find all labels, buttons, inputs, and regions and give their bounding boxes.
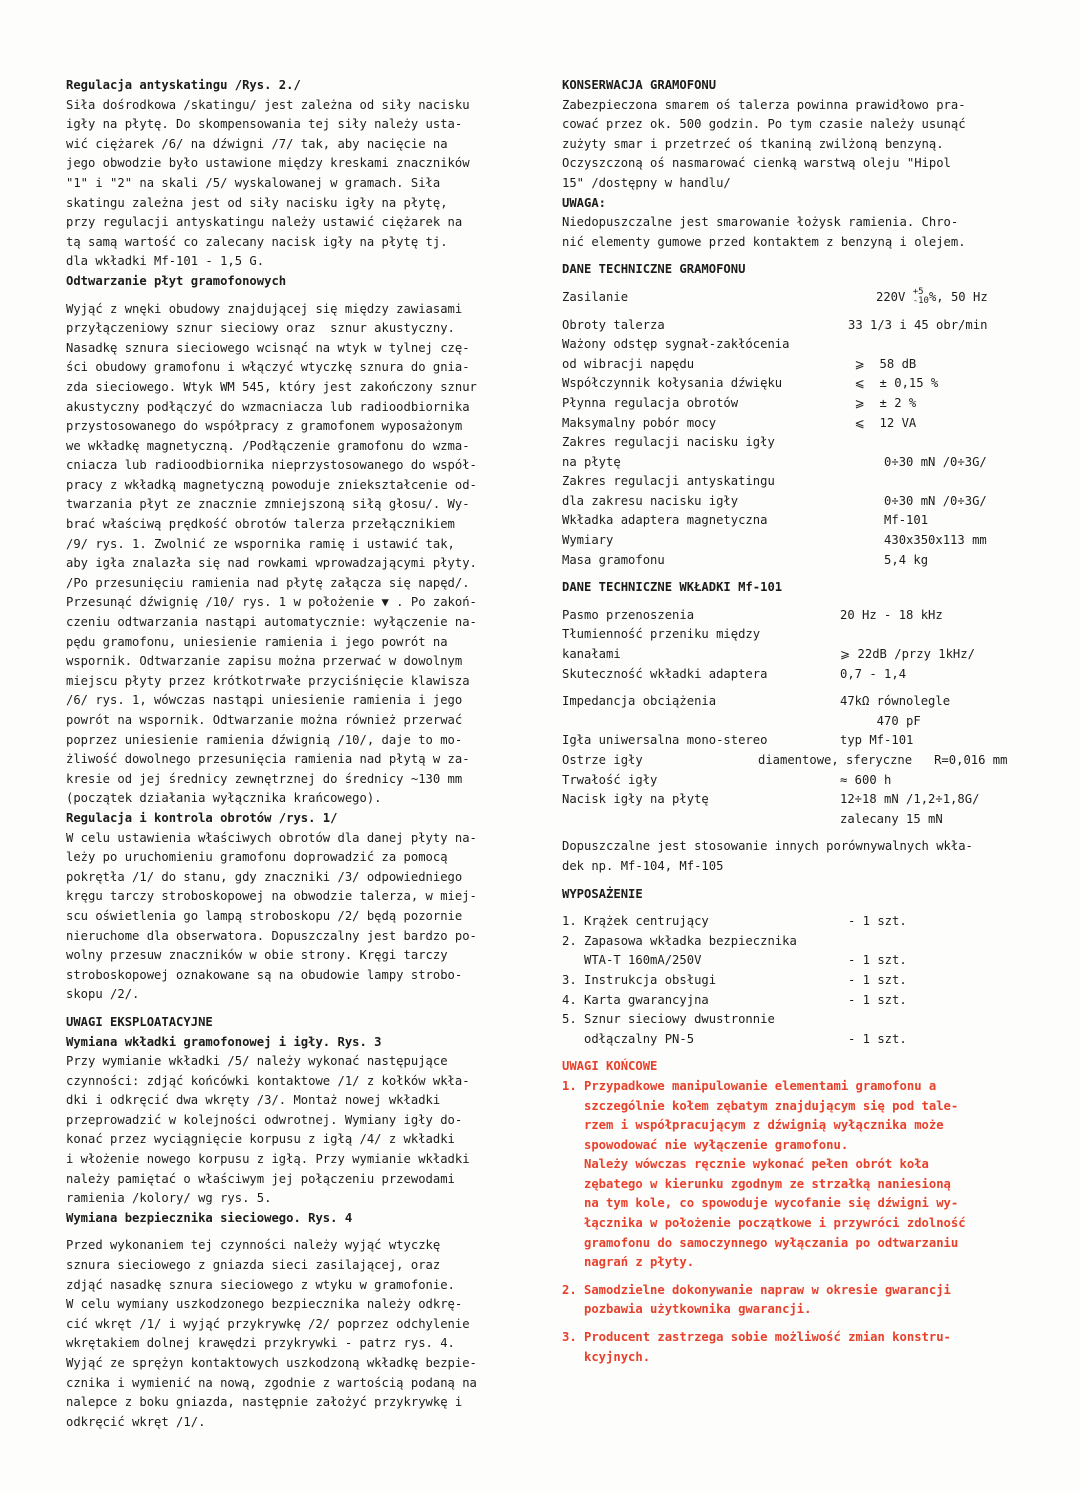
spec-table xyxy=(562,316,1022,571)
text-line: Wyjąć z wnęki obudowy znajdującej się między zawiasami xyxy=(66,301,463,316)
row-label: Maksymalny pobór mocy xyxy=(562,415,717,430)
list-item xyxy=(562,971,1022,991)
text-line: Przed wykonaniem tej czynności należy wyjąć wtyczkę xyxy=(66,1238,441,1253)
final-note-3 xyxy=(562,1328,1022,1367)
text-line: jego obwodzie było ustawione między kreskami znaczników xyxy=(66,156,470,171)
text-line: przystosowanego do współpracy z gramofonem wyposażonym xyxy=(66,419,463,434)
spec-row xyxy=(562,645,1022,665)
text-line: Zabezpieczona smarem oś talerza powinna prawidłowo pra- xyxy=(562,97,966,112)
spec-value xyxy=(840,288,1022,308)
spec-row xyxy=(562,492,1022,512)
text-line: dek np. Mf-104, Mf-105 xyxy=(562,858,724,873)
operation-notes-heading: UWAGI EKSPLOATACYJNE xyxy=(66,1014,213,1029)
text-line: Niedopuszczalne jest smarowanie łożysk ramienia. Chro- xyxy=(562,215,959,230)
row-label: Masa gramofonu xyxy=(562,552,665,567)
text-line: 15" /dostępny w handlu/ xyxy=(562,175,731,190)
text-line: 3. Producent zastrzega sobie możliwość zmian konstru- xyxy=(562,1330,951,1345)
text-line: żliwość dowolnego przesunięcia ramienia nad płytą w za- xyxy=(66,752,470,767)
spec-row xyxy=(562,731,1022,751)
text-line: dla wkładki Mf-101 - 1,5 G. xyxy=(66,254,265,269)
text-line: /6/ rys. 1, wówczas nastąpi uniesienie ramienia i jego xyxy=(66,693,463,708)
spec-row xyxy=(562,531,1022,551)
spec-row xyxy=(562,551,1022,571)
text-line: skatingu zależna jest od siły nacisku igły na płytę, xyxy=(66,195,448,210)
text-line: igły na płytę. Do skompensowania tej siły należy usta- xyxy=(66,117,463,132)
cartridge-replacement-body xyxy=(66,1052,518,1209)
row-value xyxy=(848,1010,1022,1030)
speed-body xyxy=(66,829,518,1005)
text-line: powrót na wspornik. Odtwarzanie można również przerwać xyxy=(66,713,463,727)
row-label xyxy=(562,712,840,732)
row-label: od wibracji napędu xyxy=(562,356,695,371)
row-value: zalecany 15 mN xyxy=(840,811,943,826)
row-value: 33 1/3 i 45 obr/min xyxy=(848,317,988,332)
list-item xyxy=(562,1010,1022,1030)
text-line: gramofonu do samoczynnego wyłączania po odtwarzaniu xyxy=(562,1235,959,1250)
text-line: cniacza lub radioodbiornika nieprzystosowanego do współ- xyxy=(66,458,477,473)
text-line: odkręcić wkręt /1/. xyxy=(66,1414,206,1429)
list-item xyxy=(562,932,1022,952)
row-value: 0,7 - 1,4 xyxy=(840,666,907,681)
text-line: (początek działania wyłącznika krańcowego). xyxy=(66,791,382,806)
spec-row xyxy=(562,355,1022,375)
row-label: Ważony odstęp sygnał-zakłócenia xyxy=(562,337,790,352)
text-line: "1" i "2" na skali /5/ wyskalowanej w gramach. Siła xyxy=(66,175,441,190)
fuse-body xyxy=(66,1236,518,1432)
spec-row xyxy=(562,453,1022,473)
row-value: +5 xyxy=(912,287,924,298)
row-label: 2. Zapasowa wkładka bezpiecznika xyxy=(562,933,797,948)
text-line: Należy wówczas ręcznie wykonać pełen obrót koła xyxy=(562,1157,929,1172)
spec-row xyxy=(562,394,1022,414)
row-label xyxy=(562,810,840,830)
warning-body xyxy=(562,213,1022,252)
text-line: wić ciężarek /6/ na dźwigni /7/ tak, aby nacięcie na xyxy=(66,136,448,151)
text-line: pędu gramofonu, uniesienie ramienia i jego powrót na xyxy=(66,634,448,649)
right-column xyxy=(562,76,1022,1367)
spec-label: Zasilanie xyxy=(562,289,629,304)
maintenance-heading: KONSERWACJA GRAMOFONU xyxy=(562,78,717,92)
text-line: poprzez uniesienie ramienia dźwignią /10/, daje to mo- xyxy=(66,732,463,747)
text-line: Przy wymianie wkładki /5/ należy wykonać następujące xyxy=(66,1054,448,1069)
text-line: /Po przesunięciu ramienia nad płytę załącza się napęd/. xyxy=(66,575,470,590)
text-line: rzem i współpracującym z dźwignią wyłącznika może xyxy=(562,1118,944,1133)
row-label: Trwałość igły xyxy=(562,772,658,787)
spec-row xyxy=(562,433,1022,453)
row-value: %, 50 Hz xyxy=(928,289,988,304)
row-value: - 1 szt. xyxy=(848,992,907,1007)
text-line: Oczyszczoną oś nasmarować cienką warstwą oleju "Hipol xyxy=(562,156,951,171)
row-value xyxy=(840,625,1022,645)
spec-row xyxy=(562,606,1022,626)
row-value: 430x350x113 mm xyxy=(840,533,987,548)
row-label: Zakres regulacji nacisku igły xyxy=(562,435,775,450)
text-line: Wyjąć ze sprężyn kontaktowych uszkodzoną wkładkę bezpie- xyxy=(66,1356,477,1370)
text-line: pokrętła /1/ do stanu, gdy znaczniki /3/ odpowiedniego xyxy=(66,869,463,884)
text-line: aby igła znalazła się nad rowkami wprowadzającymi płyty. xyxy=(66,556,477,571)
row-value: ⩾ 58 dB xyxy=(840,356,917,371)
row-value: ⩾ ± 2 % xyxy=(840,395,917,410)
row-label: na płytę xyxy=(562,454,621,469)
text-line: scu oświetlenia go lampą stroboskopu /2/ będą pozornie xyxy=(66,908,463,923)
text-line: czeniu odtwarzania nastąpi automatycznie: wyłączenie na- xyxy=(66,615,477,630)
text-line: ści obudowy gramofonu i włączyć wtyczkę sznura do gnia- xyxy=(66,360,470,375)
text-line: cznika i wymienić na nową, zgodnie z wartością podaną na xyxy=(66,1375,477,1390)
text-line: pracy z wkładką magnetyczną powoduje zniekształcenie od- xyxy=(66,477,477,492)
row-label: Skuteczność wkładki adaptera xyxy=(562,666,768,681)
row-value: Mf-101 xyxy=(840,513,929,528)
text-line: konać przez wyciągnięcie korpusu z igłą /4/ z wkładki xyxy=(66,1132,455,1147)
row-value: 470 pF xyxy=(840,713,921,728)
text-line: sznura sieciowego z gniazda sieci zasilającej, oraz xyxy=(66,1258,441,1273)
row-label: Płynna regulacja obrotów xyxy=(562,395,739,410)
row-value xyxy=(913,288,929,306)
spec-row xyxy=(562,511,1022,531)
cartridge-replacement-heading: Wymiana wkładki gramofonowej i igły. Rys. 3 xyxy=(66,1034,382,1049)
row-label: Wkładka adaptera magnetyczna xyxy=(562,513,768,528)
row-label: Wymiary xyxy=(562,533,614,548)
row-value: ≈ 600 h xyxy=(840,772,892,787)
row-value: Ostrze igły xyxy=(562,753,643,767)
final-notes-heading: UWAGI KOŃCOWE xyxy=(562,1059,658,1074)
row-value xyxy=(840,433,1022,453)
row-value: - 1 szt. xyxy=(848,953,907,968)
text-line: pozbawia użytkownika gwarancji. xyxy=(562,1302,812,1317)
row-value xyxy=(840,335,1022,355)
text-line: zębatego w kierunku zgodnym ze strzałką naniesioną xyxy=(562,1176,951,1191)
cartridge-note xyxy=(562,837,1022,876)
row-value: 220V xyxy=(876,289,913,304)
row-label: Impedancja obciążenia xyxy=(562,694,717,709)
text-line: dki i odkręcić dwa wkręty /3/. Montaż nowej wkładki xyxy=(66,1093,441,1108)
text-line: wspornik. Odtwarzanie zapisu można przerwać w dowolnym xyxy=(66,654,463,669)
text-line: leży po uruchomieniu gramofonu doprowadzić za pomocą xyxy=(66,850,448,865)
row-label: Igła uniwersalna mono-stereo xyxy=(562,733,768,748)
text-line: kręgu tarczy stroboskopowej na obwodzie talerza, w miej- xyxy=(66,889,477,904)
final-note-1 xyxy=(562,1077,1022,1273)
text-line: twarzania płyt ze znacznie zmniejszoną siłą głosu/. Wy- xyxy=(66,497,470,512)
spec-row xyxy=(562,414,1022,434)
row-label: 3. Instrukcja obsługi xyxy=(562,972,717,987)
text-line: akustyczny podłączyć do wzmacniacza lub radioodbiornika xyxy=(66,399,470,414)
text-line: wolny przesuw znaczników w obie strony. Kręgi tarczy xyxy=(66,948,448,963)
text-line: 2. Samodzielne dokonywanie napraw w okresie gwarancji xyxy=(562,1282,951,1297)
text-line: skopu /2/. xyxy=(66,987,140,1002)
row-label: 1. Krążek centrujący xyxy=(562,914,709,929)
text-line: kcyjnych. xyxy=(562,1349,651,1364)
row-value: - 1 szt. xyxy=(848,1031,907,1046)
row-value xyxy=(848,932,1022,952)
spec-row-tip xyxy=(562,751,1022,771)
text-line: miejscu płyty przez krótkotrwałe przyciśnięcie klawisza xyxy=(66,673,470,688)
row-label: Zakres regulacji antyskatingu xyxy=(562,474,775,489)
text-line: W celu wymiany uszkodzonego bezpiecznika należy odkrę- xyxy=(66,1297,463,1312)
row-value: - 1 szt. xyxy=(848,914,907,929)
row-value: typ Mf-101 xyxy=(840,733,914,748)
spec-row xyxy=(562,374,1022,394)
row-value: - 1 szt. xyxy=(848,972,907,987)
cartridge-table xyxy=(562,606,1022,830)
text-line: i włożenie nowego korpusu z igłą. Przy wymianie wkładki xyxy=(66,1152,470,1167)
text-line: nieruchome dla obserwatora. Dopuszczalny jest bardzo po- xyxy=(66,928,477,943)
spec-row xyxy=(562,810,1022,830)
spec-row xyxy=(562,665,1022,685)
text-line: czynności: zdjąć końcówki kontaktowe /1/ z kołków wkła- xyxy=(66,1073,470,1088)
text-line: W celu ustawienia właściwych obrotów dla danej płyty na- xyxy=(66,830,477,845)
spec-row xyxy=(562,771,1022,791)
text-line: nalepce z boku gniazda, następnie założyć przykrywkę i xyxy=(66,1395,463,1410)
text-line: /9/ rys. 1. Zwolnić ze wspornika ramię i ustawić tak, xyxy=(66,536,455,551)
text-line: tą samą wartość co zalecany nacisk igły na płytę tj. xyxy=(66,234,448,249)
row-label: 4. Karta gwarancyjna xyxy=(562,992,709,1007)
text-line: łącznika w położenie początkowe i przywróci zdolność xyxy=(562,1216,966,1231)
list-item xyxy=(562,991,1022,1011)
list-item xyxy=(562,1030,1022,1050)
specs-heading: DANE TECHNICZNE GRAMOFONU xyxy=(562,262,746,277)
row-value: 0÷30 mN /0÷3G/ xyxy=(840,454,987,469)
equipment-heading: WYPOSAŻENIE xyxy=(562,886,643,901)
spec-row-power xyxy=(562,288,1022,308)
playback-heading: Odtwarzanie płyt gramofonowych xyxy=(66,273,287,288)
text-line: nagrań z płyty. xyxy=(562,1255,695,1270)
row-label: kanałami xyxy=(562,647,621,662)
row-label: 5. Sznur sieciowy dwustronnie xyxy=(562,1012,775,1027)
antiskating-body xyxy=(66,96,518,272)
warning-heading: UWAGA: xyxy=(562,195,607,210)
speed-heading: Regulacja i kontrola obrotów /rys. 1/ xyxy=(66,810,338,825)
antiskating-heading: Regulacja antyskatingu /Rys. 2./ xyxy=(66,78,301,92)
text-line: Siła dośrodkowa /skatingu/ jest zależna od siły nacisku xyxy=(66,97,470,112)
text-line: spowodować nie wyłączenie gramofonu. xyxy=(562,1137,849,1152)
text-line: cować przez ok. 500 godzin. Po tym czasie należy usunąć xyxy=(562,117,966,132)
row-value: 47kΩ równolegle xyxy=(840,694,951,709)
spec-row xyxy=(562,712,1022,732)
row-value: ⩽ ± 0,15 % xyxy=(840,376,939,391)
text-line: we wkładkę magnetyczną. /Podłączenie gramofonu do wzma- xyxy=(66,438,470,453)
spec-row xyxy=(562,335,1022,355)
row-value: 12÷18 mN /1,2÷1,8G/ xyxy=(840,792,980,807)
list-item xyxy=(562,912,1022,932)
text-line: przeprowadzić w kolejności odwrotnej. Wymiany igły do- xyxy=(66,1112,463,1127)
text-line: zdjąć nasadkę sznura sieciowego z wtyku w gramofonie. xyxy=(66,1277,455,1292)
row-value xyxy=(840,472,1022,492)
row-value: 5,4 kg xyxy=(840,552,929,567)
row-label: Obroty talerza xyxy=(562,317,665,332)
left-column xyxy=(66,76,518,1432)
row-value: 20 Hz - 18 kHz xyxy=(840,607,943,622)
row-value: -10 xyxy=(912,296,929,307)
row-value: ⩽ 12 VA xyxy=(840,415,917,430)
text-line: Nasadkę sznura sieciowego wcisnąć na wtyk w tylnej czę- xyxy=(66,340,470,355)
cartridge-specs-heading: DANE TECHNICZNE WKŁADKI Mf-101 xyxy=(562,580,783,595)
row-label: dla zakresu nacisku igły xyxy=(562,493,739,508)
text-line: zużyty smar i przetrzeć oś tkaniną zwilżoną benzyną. xyxy=(562,136,944,151)
text-line: 1. Przypadkowe manipulowanie elementami gramofonu a xyxy=(562,1078,937,1093)
row-label: odłączalny PN-5 xyxy=(562,1031,695,1046)
text-line: nić elementy gumowe przed kontaktem z benzyną i olejem. xyxy=(562,234,966,249)
text-line: brać właściwą prędkość obrotów talerza przełącznikiem xyxy=(66,517,455,532)
list-item xyxy=(562,951,1022,971)
text-line: przy regulacji antyskatingu należy ustawić ciężarek na xyxy=(66,215,463,230)
text-line: Dopuszczalne jest stosowanie innych porównywalnych wkła- xyxy=(562,839,973,854)
playback-body xyxy=(66,300,518,809)
text-line: stroboskopowej oznakowane są na obudowie lampy strobo- xyxy=(66,967,463,982)
text-line: cić wkręt /1/ i wyjąć przykrywkę /2/ poprzez odchylenie xyxy=(66,1316,470,1331)
row-label: Nacisk igły na płytę xyxy=(562,792,709,807)
row-label: WTA-T 160mA/250V xyxy=(562,953,702,968)
text-line: przyłączeniowy sznur sieciowy oraz sznur akustyczny. xyxy=(66,321,455,336)
row-value: diamentowe, sferyczne R=0,016 mm xyxy=(758,753,1008,767)
text-line: ramienia /kolory/ wg rys. 5. xyxy=(66,1191,272,1206)
text-line: Przesunąć dźwignię /10/ rys. 1 w położenie ▼ . Po zakoń- xyxy=(66,595,477,610)
spec-row xyxy=(562,790,1022,810)
text-line: zda sieciowego. Wtyk WM 545, który jest zakończony sznur xyxy=(66,379,477,394)
text-line: szczególnie kołem zębatym znajdującym się pod tale- xyxy=(562,1098,959,1113)
text-line: wkrętakiem dolnej krawędzi przykrywki - patrz rys. 4. xyxy=(66,1336,455,1351)
spec-row xyxy=(562,472,1022,492)
text-line: na tym kole, co spowoduje wycofanie się dźwigni wy- xyxy=(562,1196,959,1211)
text-line: należy pamiętać o właściwym jej połączeniu przewodami xyxy=(66,1171,455,1186)
spec-row xyxy=(562,625,1022,645)
spec-row xyxy=(562,692,1022,712)
row-value: 0÷30 mN /0÷3G/ xyxy=(840,493,987,508)
row-value: ⩾ 22dB /przy 1kHz/ xyxy=(840,647,975,662)
text-line: kresie od jej średnicy zewnętrznej do średnicy ~130 mm xyxy=(66,771,463,786)
row-label: Pasmo przenoszenia xyxy=(562,607,695,622)
final-note-2 xyxy=(562,1281,1022,1320)
maintenance-body xyxy=(562,96,1022,194)
row-label: Tłumienność przeniku między xyxy=(562,627,761,642)
spec-row xyxy=(562,316,1022,336)
equipment-list xyxy=(562,912,1022,1049)
row-label: Współczynnik kołysania dźwięku xyxy=(562,376,783,391)
fuse-heading: Wymiana bezpiecznika sieciowego. Rys. 4 xyxy=(66,1210,353,1225)
